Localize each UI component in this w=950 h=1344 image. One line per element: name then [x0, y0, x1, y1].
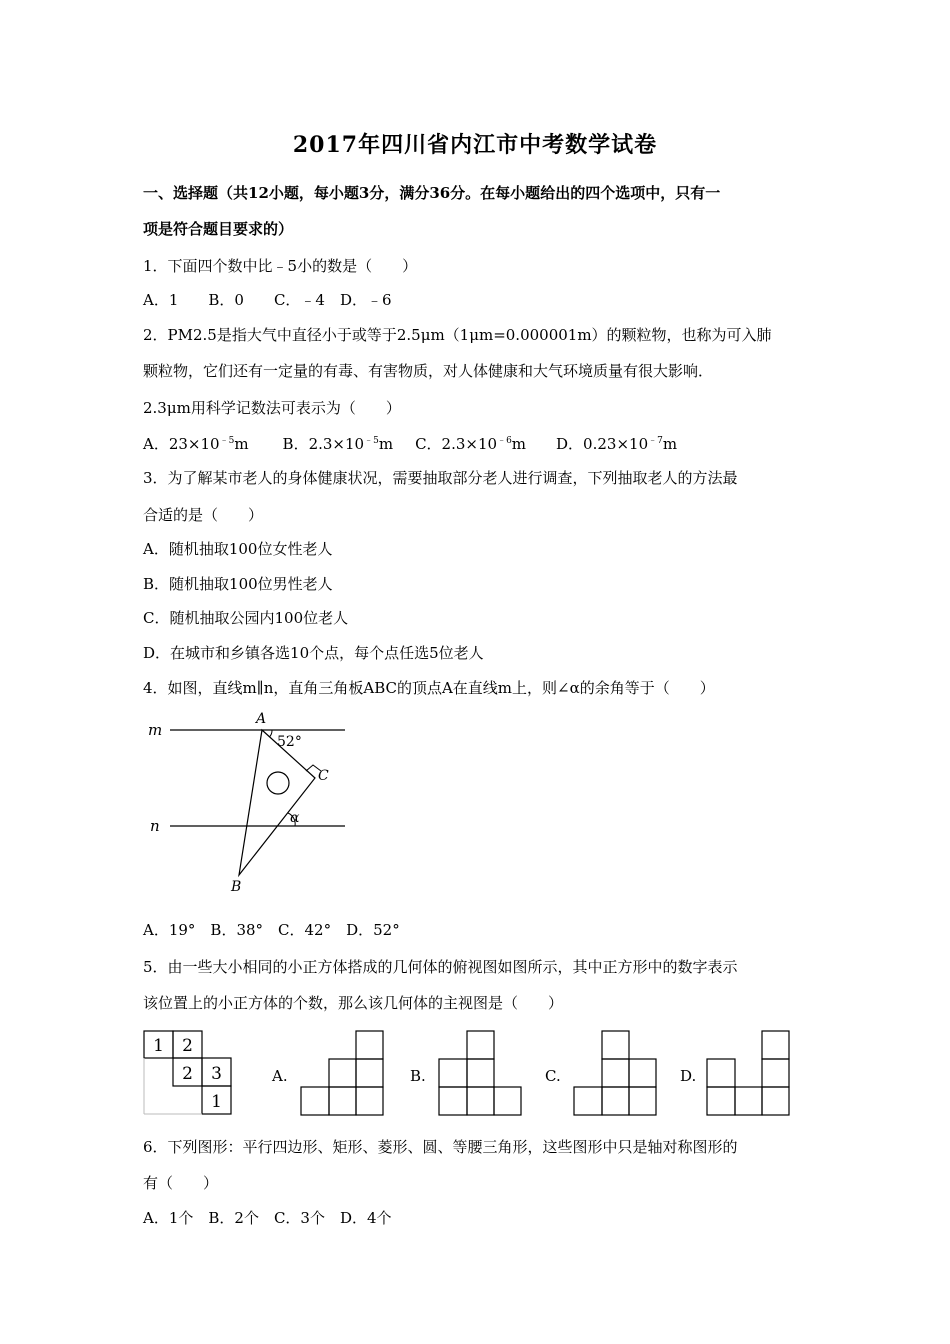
label-a: A — [256, 711, 267, 727]
q2-option-a: A．$23\times 10^{﹣5}m$ — [143, 435, 249, 453]
q5-option-d — [706, 1030, 790, 1116]
label-n: n — [150, 817, 160, 835]
page-title: 2017年四川省内江市中考数学试卷 — [292, 132, 658, 158]
q3-option-b: B．随机抽取100位男性老人 — [143, 575, 333, 593]
q3-option-c: C．随机抽取公园内100位老人 — [143, 609, 349, 627]
top-view-cell: 1 — [211, 1092, 222, 1112]
q2-option-b: B．$2.3\times 10^{﹣5}m$ — [282, 435, 394, 453]
q3-option-a: A．随机抽取100位女性老人 — [143, 540, 333, 558]
q3-option-d: D．在城市和乡镇各选10个点，每个点任选5位老人 — [143, 644, 484, 662]
q5-label-a: A. — [272, 1067, 288, 1085]
label-b: B — [231, 879, 242, 895]
q5-option-b — [438, 1030, 522, 1116]
q2-stem-cont: 颗粒物，它们还有一定量的有毒、有害物质，对人体健康和大气环境质量有很大影响． — [143, 362, 714, 380]
q5-option-a — [300, 1030, 384, 1116]
q6-options: A．1个 B．2个 C．3个 D．4个 — [143, 1209, 392, 1227]
q5-label-d: D. — [680, 1067, 697, 1085]
q2-options — [143, 434, 677, 454]
label-52: 52° — [277, 734, 302, 750]
top-view-cell: 3 — [211, 1064, 222, 1084]
label-m: m — [148, 721, 163, 739]
q1-stem: 1．下面四个数中比﹣5小的数是（ ） — [143, 257, 418, 275]
top-view-cell: 1 — [153, 1036, 164, 1056]
top-view-cell: 2 — [182, 1064, 193, 1084]
section-heading: 一、选择题（共12小题，每小题3分，满分36分。在每小题给出的四个选项中，只有一 — [143, 184, 721, 202]
label-c: C — [318, 768, 329, 784]
section-heading-cont: 项是符合题目要求的） — [143, 220, 294, 238]
q6-stem: 6．下列图形：平行四边形、矩形、菱形、圆、等腰三角形，这些图形中只是轴对称图形的 — [143, 1138, 738, 1156]
q5-stem: 5．由一些大小相同的小正方体搭成的几何体的俯视图如图所示，其中正方形中的数字表示 — [143, 958, 738, 976]
q5-label-c: C. — [545, 1067, 561, 1085]
q2-stem: 2．PM2.5是指大气中直径小于或等于2.5μm（1μm=0.000001m）的颗粒物，也称为可入肺 — [143, 326, 772, 344]
q3-stem-cont: 合适的是（ ） — [143, 506, 264, 524]
q4-figure — [140, 705, 360, 900]
q5-label-b: B. — [410, 1067, 426, 1085]
q5-option-c — [573, 1030, 657, 1116]
triangle-abc — [239, 730, 315, 875]
q5-top-view — [143, 1030, 233, 1116]
q3-stem: 3．为了解某市老人的身体健康状况，需要抽取部分老人进行调查，下列抽取老人的方法最 — [143, 469, 738, 487]
q2-option-c: C．$2.3\times 10^{﹣6}m$ — [415, 435, 527, 453]
q1-options: A．1 B．0 C．﹣4 D．﹣6 — [143, 291, 392, 309]
q2-option-d: D．$0.23\times 10^{﹣7}m$ — [556, 435, 678, 453]
angle-52-arc — [270, 730, 273, 737]
q4-options: A．19° B．38° C．42° D．52° — [143, 921, 400, 939]
label-alpha: α — [290, 810, 300, 826]
q4-stem: 4．如图，直线m∥n，直角三角板ABC的顶点A在直线m上，则∠α的余角等于（ ） — [143, 679, 715, 697]
q6-stem-cont: 有（ ） — [143, 1174, 219, 1192]
q5-stem-cont: 该位置上的小正方体的个数，那么该几何体的主视图是（ ） — [143, 994, 564, 1012]
triangle-hole — [267, 772, 289, 794]
top-view-cell: 2 — [182, 1036, 193, 1056]
q2-stem-cont2: 2.3μm用科学记数法可表示为（ ） — [143, 399, 401, 417]
